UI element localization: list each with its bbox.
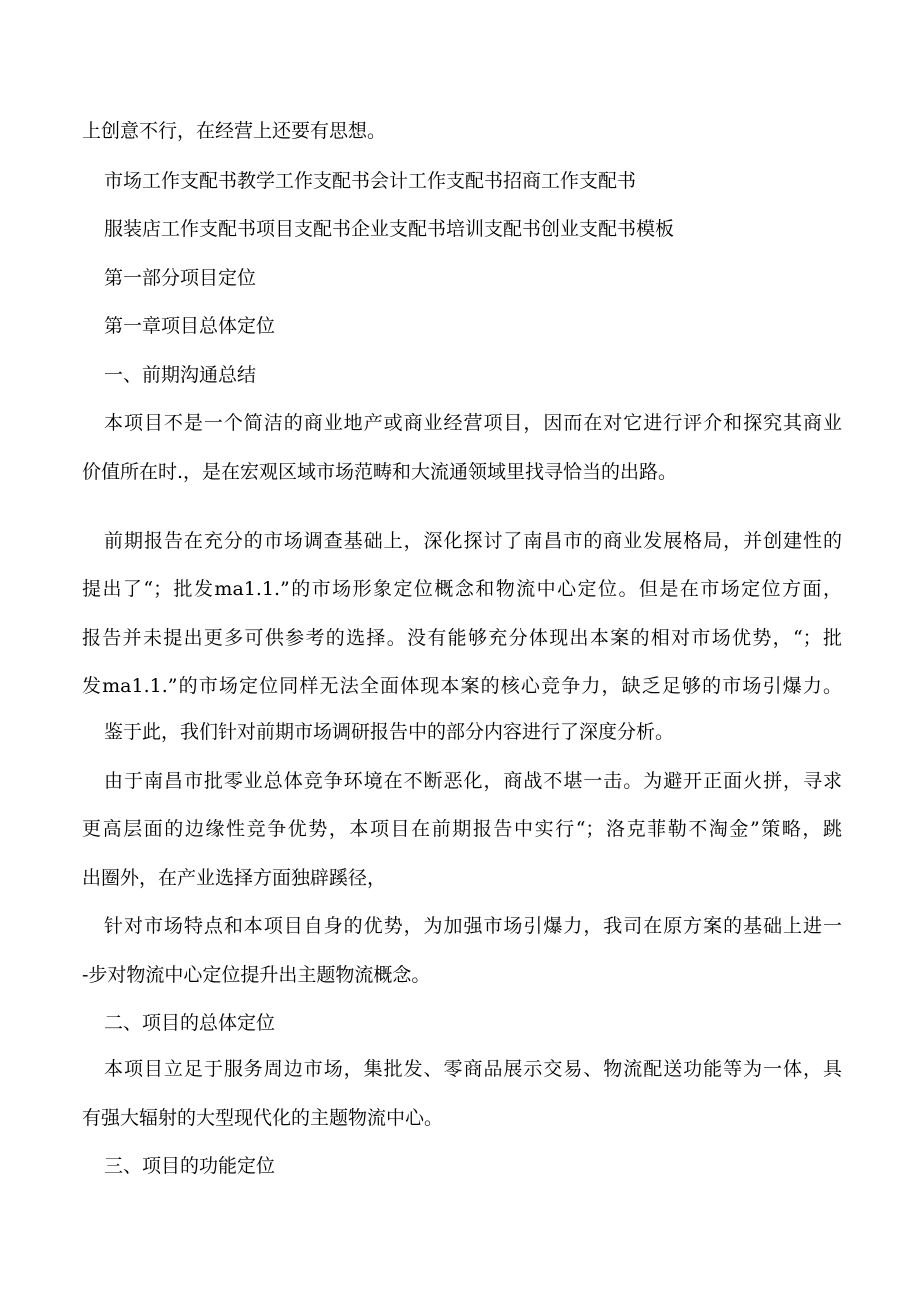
- text-line: 出圈外，在产业选择方面独辟蹊径，: [82, 867, 387, 889]
- text-line: 由于南昌市批零业总体竞争环境在不断恶化，商战不堪一击。为避开正面火拼，寻求: [104, 770, 842, 792]
- text-line: -步对物流中心定位提升出主题物流概念。: [82, 964, 431, 986]
- text-line: 更高层面的边缘性竞争优势，本项目在前期报告中实行“；洛克菲勒不淘金”策略，跳: [82, 818, 842, 840]
- chapter-heading: 第一章项目总体定位: [104, 315, 276, 337]
- subsection-heading: 三、项目的功能定位: [104, 1155, 276, 1177]
- text-line: 服装店工作支配书项目支配书企业支配书培训支配书创业支配书模板: [104, 218, 675, 240]
- text-line: 价值所在时.，是在宏观区域市场范畴和大流通领域里找寻恰当的出路。: [82, 461, 678, 483]
- text-line: 提出了“；批发ma1.1.”的市场形象定位概念和物流中心定位。但是在市场定位方面，: [82, 578, 842, 600]
- section-heading: 第一部分项目定位: [104, 267, 257, 289]
- subsection-heading: 二、项目的总体定位: [104, 1012, 276, 1034]
- text-line: 上创意不行，在经营上还要有思想。: [82, 120, 387, 142]
- subsection-heading: 一、前期沟通总结: [104, 364, 257, 386]
- text-line: 发ma1.1.”的市场定位同样无法全面体现本案的核心竞争力，缺乏足够的市场引爆力。: [82, 675, 842, 697]
- text-line: 本项目不是一个简洁的商业地产或商业经营项目，因而在对它进行评介和探究其商业: [104, 412, 842, 434]
- text-line: 有强大辐射的大型现代化的主题物流中心。: [82, 1107, 444, 1129]
- text-line: 市场工作支配书教学工作支配书会计工作支配书招商工作支配书: [104, 170, 637, 192]
- text-line: 前期报告在充分的市场调查基础上，深化探讨了南昌市的商业发展格局，并创建性的: [104, 530, 842, 552]
- text-line: 针对市场特点和本项目自身的优势，为加强市场引爆力，我司在原方案的基础上进一: [104, 915, 842, 937]
- text-line: 本项目立足于服务周边市场，集批发、零商品展示交易、物流配送功能等为一体，具: [104, 1058, 842, 1080]
- text-line: 报告并未提出更多可供参考的选择。没有能够充分体现出本案的相对市场优势，“；批: [82, 627, 842, 649]
- text-line: 鉴于此，我们针对前期市场调研报告中的部分内容进行了深度分析。: [104, 721, 675, 743]
